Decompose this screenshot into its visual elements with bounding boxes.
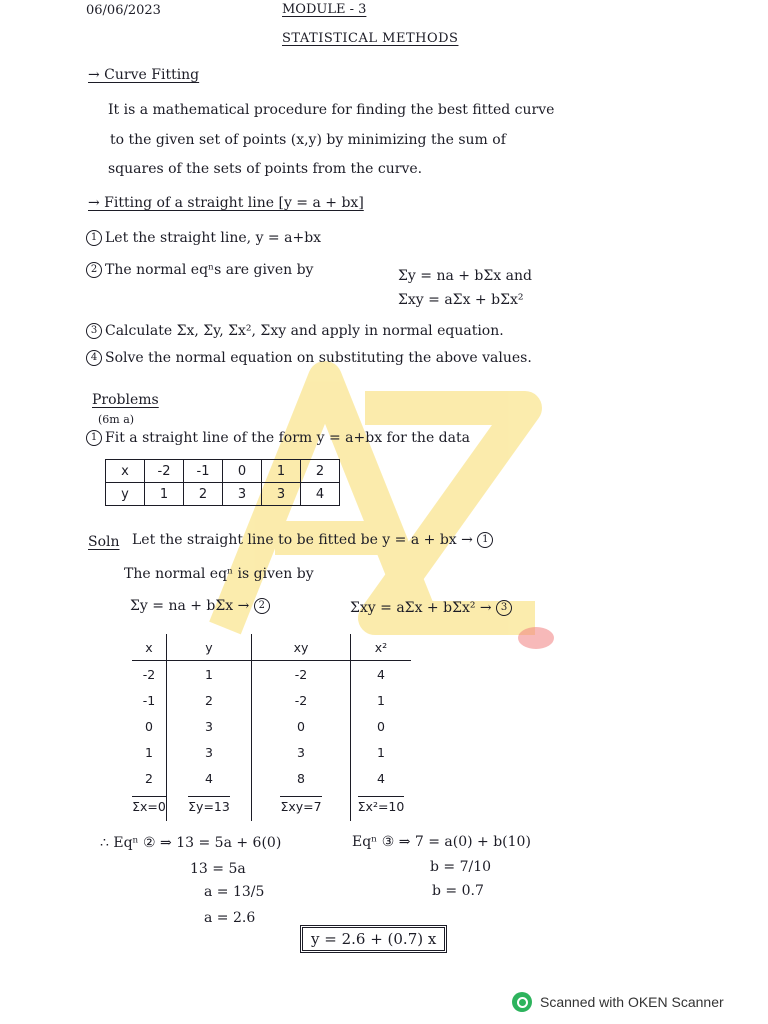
curve-fitting-heading — [88, 66, 199, 84]
scanner-footer — [512, 989, 768, 1015]
table-cell: 2 — [301, 460, 340, 483]
table-cell: -1 — [184, 460, 223, 483]
table-row — [132, 765, 411, 791]
equation-ref-1: 1 — [477, 532, 493, 548]
step-2-equation-1: Σy = na + bΣx and — [398, 268, 532, 284]
table-cell: 0 — [351, 713, 412, 739]
table-cell: 1 — [262, 460, 301, 483]
table-cell: 1 — [145, 744, 153, 760]
table-cell: 4 — [301, 483, 340, 506]
table-cell: -2 — [142, 666, 156, 682]
sum-y: Σy=13 — [188, 796, 230, 814]
left-step-2: 13 = 5a — [190, 861, 246, 877]
equation-2-text: Σy = na + bΣx → — [130, 598, 250, 614]
column-header: x² — [351, 634, 412, 661]
table-cell: 3 — [262, 483, 301, 506]
red-smudge-icon — [518, 627, 554, 649]
step-2 — [86, 261, 313, 279]
left-step-1: ∴ Eqⁿ ② ⇒ 13 = 5a + 6(0) — [100, 835, 282, 851]
table-cell: 2 — [167, 687, 252, 713]
definition-line-2: to the given set of points (x,y) by minimizing the sum of — [110, 132, 506, 148]
table-cell: -2 — [252, 661, 351, 688]
left-step-3: a = 13/5 — [204, 884, 265, 900]
step-3-text: Calculate Σx, Σy, Σx², Σxy and apply in normal equation. — [105, 323, 504, 339]
equation-3 — [350, 599, 515, 617]
table-cell: 0 — [252, 713, 351, 739]
table-cell: 4 — [167, 765, 252, 791]
column-header: y — [167, 634, 252, 661]
table-row — [132, 713, 411, 739]
step-1-text: Let the straight line, y = a+bx — [105, 230, 322, 246]
table-row — [106, 460, 340, 483]
table-cell: 0 — [223, 460, 262, 483]
data-table — [105, 459, 340, 506]
right-step-1: Eqⁿ ③ ⇒ 7 = a(0) + b(10) — [352, 834, 531, 850]
problems-heading: Problems — [92, 392, 159, 408]
step-4 — [86, 349, 532, 367]
right-step-2: b = 7/10 — [430, 859, 492, 875]
table-cell: 3 — [167, 739, 252, 765]
step-1-number: 1 — [86, 230, 102, 246]
table-cell: -2 — [145, 460, 184, 483]
scanner-text: Scanned with OKEN Scanner — [540, 994, 724, 1010]
table-header-row — [132, 634, 411, 661]
equation-3-text: Σxy = aΣx + bΣx² → — [350, 600, 492, 616]
step-3-number: 3 — [86, 323, 102, 339]
table-cell: 3 — [167, 713, 252, 739]
equation-ref-2: 2 — [254, 598, 270, 614]
table-cell: 2 — [184, 483, 223, 506]
right-step-3: b = 0.7 — [432, 883, 484, 899]
question-1-text: Fit a straight line of the form y = a+bx for the data — [105, 430, 470, 446]
sum-cell — [252, 791, 351, 821]
step-1 — [86, 229, 321, 247]
final-answer-text: y = 2.6 + (0.7) x — [300, 925, 447, 953]
sum-cell — [167, 791, 252, 821]
final-answer — [300, 930, 447, 948]
sum-cell — [132, 791, 167, 821]
table-cell: 8 — [252, 765, 351, 791]
step-4-number: 4 — [86, 350, 102, 366]
column-header: xy — [252, 634, 351, 661]
definition-line-1: It is a mathematical procedure for finding the best fitted curve — [108, 102, 555, 118]
table-cell: y — [106, 483, 145, 506]
table-cell: 1 — [145, 483, 184, 506]
solution-table — [132, 634, 411, 821]
solution-line-2: The normal eqⁿ is given by — [124, 566, 314, 582]
step-4-text: Solve the normal equation on substituting the above values. — [105, 350, 532, 366]
step-2-text: The normal eqⁿs are given by — [105, 262, 314, 278]
table-row — [106, 483, 340, 506]
table-cell: 4 — [351, 765, 412, 791]
solution-line-1-text: Let the straight line to be fitted be y = a + bx → — [132, 532, 473, 548]
date: 06/06/2023 — [86, 3, 161, 18]
table-row — [132, 739, 411, 765]
table-cell: 1 — [351, 687, 412, 713]
table-cell: 2 — [145, 770, 153, 786]
table-cell: 3 — [223, 483, 262, 506]
solution-label: Soln — [88, 534, 120, 550]
equation-2 — [130, 597, 273, 615]
page-title: STATISTICAL METHODS — [282, 31, 459, 46]
question-1-number: 1 — [86, 430, 102, 446]
sum-cell — [351, 791, 412, 821]
question-1 — [86, 429, 470, 447]
table-cell: -2 — [252, 687, 351, 713]
table-cell: 1 — [351, 739, 412, 765]
column-header: x — [132, 634, 167, 661]
definition-line-3: squares of the sets of points from the curve. — [108, 161, 423, 177]
sum-x2: Σx²=10 — [358, 796, 405, 814]
table-sum-row — [132, 791, 411, 821]
sum-x: Σx=0 — [132, 796, 166, 814]
sum-xy: Σxy=7 — [280, 796, 321, 814]
table-cell: 3 — [252, 739, 351, 765]
equation-ref-3: 3 — [496, 600, 512, 616]
table-row — [132, 661, 411, 688]
table-cell: 0 — [145, 718, 153, 734]
table-cell: -1 — [142, 692, 156, 708]
left-step-4: a = 2.6 — [204, 910, 256, 926]
module-label: MODULE - 3 — [282, 2, 367, 17]
table-cell: 1 — [167, 661, 252, 688]
table-cell: x — [106, 460, 145, 483]
problems-marks: (6m a) — [98, 413, 135, 426]
step-2-equation-2: Σxy = aΣx + bΣx² — [398, 292, 524, 308]
table-cell: 4 — [351, 661, 412, 688]
solution-line-1 — [132, 531, 496, 549]
table-row — [132, 687, 411, 713]
curve-fitting-heading-text: → Curve Fitting — [88, 67, 200, 83]
straight-line-heading: → Fitting of a straight line [y = a + bx] — [88, 195, 364, 211]
step-2-number: 2 — [86, 262, 102, 278]
step-3 — [86, 322, 504, 340]
scanner-logo-icon — [512, 992, 532, 1012]
